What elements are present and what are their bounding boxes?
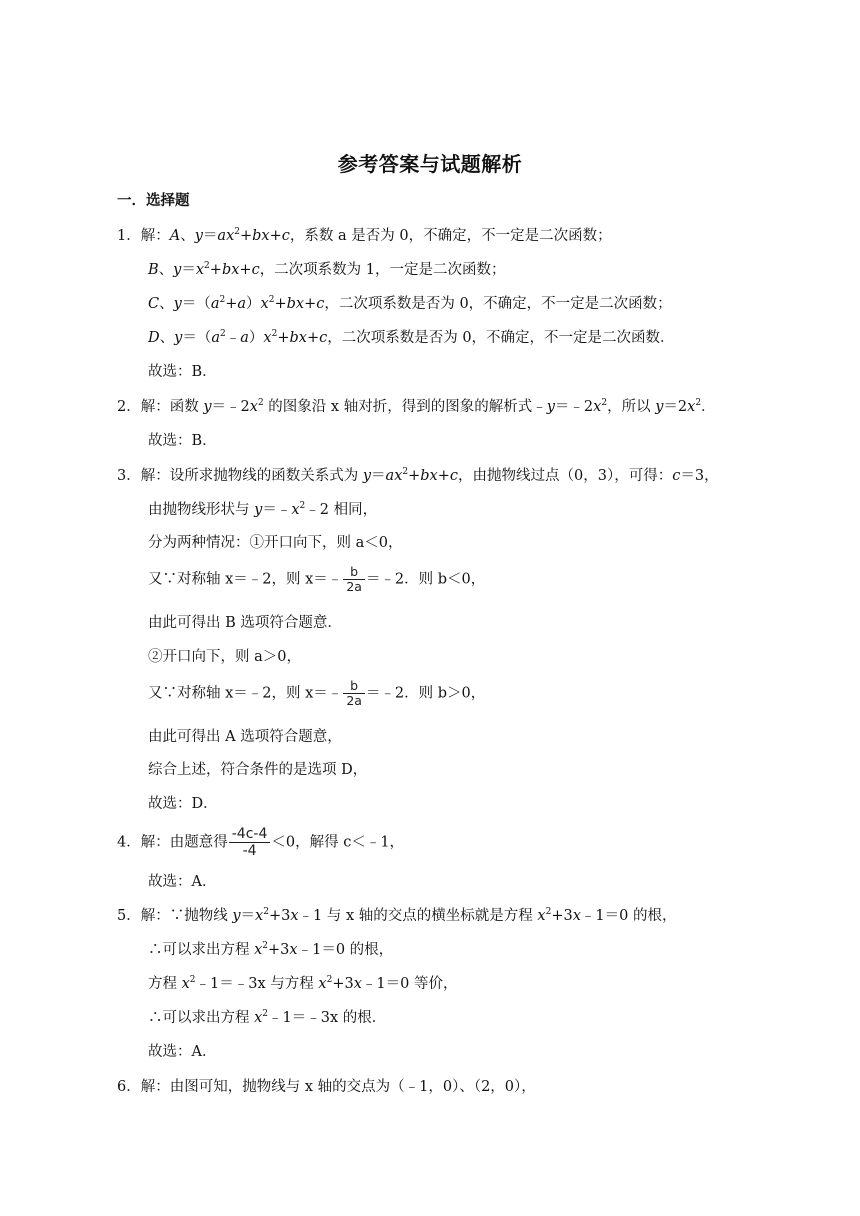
q3-line-9: 综合上述，符合条件的是选项 D， bbox=[148, 762, 368, 778]
q2-line: 2．解：函数 $y=﹣2x^2$ 的图象沿 x 轴对折，得到的图象的解析式$﹣y=﹣2x^2$，所以 $y=2x^2$． bbox=[117, 398, 716, 415]
q3-line-3: 分为两种情况：①开口向下，则 a＜0， bbox=[148, 535, 403, 551]
q1-line-d: D、$y=(a^2﹣a)x^2+bx+c$，二次项系数是否为 0，不确定，不一定是二次函数． bbox=[148, 329, 675, 346]
q1-answer: 故选：B． bbox=[148, 364, 217, 380]
q5-answer: 故选：A． bbox=[148, 1044, 217, 1060]
q2-formula-1: $y=﹣2x^2$ bbox=[203, 398, 264, 415]
q1-d-formula: $y=(a^2﹣a)x^2+bx+c$ bbox=[174, 329, 328, 346]
q3-answer: 故选：D． bbox=[148, 796, 218, 812]
q1-a-formula: $y=ax^2+bx+c$ bbox=[194, 227, 290, 244]
q3-line-7: 又∵对称轴 x＝﹣2，则 x＝﹣ $\frac{b}{2a}$ ＝﹣2．则 b＞0， bbox=[148, 678, 486, 708]
q4-line: 4．解：由题意得 $\frac{-4c-4}{-4}$ ＜0，解得 c＜﹣1， bbox=[117, 826, 405, 859]
q1-c-text: ，二次项系数是否为 0，不确定，不一定是二次函数； bbox=[324, 296, 672, 312]
q6-number: 6． bbox=[117, 1079, 141, 1095]
q5-line-1: 5．解：∵抛物线 $y=x^2+3x﹣1$ 与 x 轴的交点的横坐标就是方程 $x^2+3x﹣1=0$ 的根， bbox=[117, 907, 677, 924]
q1-line-a: 1．解：A、$y=ax^2+bx+c$，系数 a 是否为 0，不确定，不一定是二次函数； bbox=[117, 227, 612, 244]
q3-line-5: 由此可得出 B 选项符合题意． bbox=[148, 615, 342, 631]
q3-formula-2: $y=﹣x^2﹣2$ bbox=[254, 501, 329, 518]
q5-formula-6: $x^2﹣1$ bbox=[254, 1009, 292, 1026]
q5-formula-5: $x^2+3x﹣1$ bbox=[318, 975, 386, 992]
q5-line-4: ∴可以求出方程 $x^2﹣1=﹣3x$ 的根． bbox=[148, 1009, 387, 1026]
q4-fraction: $\frac{-4c-4}{-4}$ bbox=[229, 826, 271, 859]
q3-fraction-2: $\frac{b}{2a}$ bbox=[343, 679, 365, 708]
page-title: 参考答案与试题解析 bbox=[337, 152, 523, 176]
q1-d-text: ，二次项系数是否为 0，不确定，不一定是二次函数． bbox=[327, 330, 675, 346]
q3-line-6: ②开口向下，则 a＞0， bbox=[148, 649, 301, 665]
section-heading: 一．选择题 bbox=[117, 193, 190, 209]
q1-b-formula: $y=x^2+bx+c$ bbox=[173, 261, 260, 278]
q5-number: 5． bbox=[117, 908, 141, 924]
q3-line-8: 由此可得出 A 选项符合题意， bbox=[148, 729, 342, 745]
q5-line-3: 方程 $x^2﹣1=﹣3x$ 与方程 $x^2+3x﹣1=0$ 等价， bbox=[148, 975, 458, 992]
q3-line-4: 又∵对称轴 x＝﹣2，则 x＝﹣ $\frac{b}{2a}$ ＝﹣2．则 b＜0， bbox=[148, 564, 486, 594]
q3-line-1: 3．解：设所求抛物线的函数关系式为 $y=ax^2+bx+c$，由抛物线过点（0，3），可得：c＝3， bbox=[117, 467, 719, 484]
q5-formula-1: $y=x^2+3x﹣1$ bbox=[232, 907, 323, 924]
q1-d-label: D bbox=[148, 330, 160, 346]
q2-answer: 故选：B． bbox=[148, 433, 217, 449]
q2-formula-2: $y=﹣2x^2$ bbox=[546, 398, 608, 415]
q1-lead: 解： bbox=[140, 228, 170, 244]
q1-a-text: ，系数 a 是否为 0，不确定，不一定是二次函数； bbox=[289, 228, 612, 244]
q5-formula-3: $x^2+3x﹣1$ bbox=[254, 941, 322, 958]
q1-line-b: B、$y=x^2+bx+c$，二次项系数为 1，一定是二次函数； bbox=[148, 261, 506, 278]
q3-formula-c: c＝3， bbox=[672, 468, 719, 484]
q2-formula-3: $y=2x^2$． bbox=[655, 398, 716, 415]
q5-formula-2: $x^2+3x﹣1$ bbox=[537, 907, 605, 924]
q3-fraction-1: $\frac{b}{2a}$ bbox=[343, 565, 365, 594]
q1-number: 1． bbox=[117, 228, 141, 244]
q1-line-c: C、$y=(a^2+a)x^2+bx+c$，二次项系数是否为 0，不确定，不一定是二次函数； bbox=[148, 295, 672, 312]
q1-a-label: A bbox=[169, 228, 181, 244]
q2-number: 2． bbox=[117, 399, 141, 415]
q1-c-formula: $y=(a^2+a)x^2+bx+c$ bbox=[173, 295, 325, 312]
q3-number: 3． bbox=[117, 468, 141, 484]
q1-b-label: B bbox=[148, 262, 159, 278]
q5-formula-4: $x^2﹣1$ bbox=[181, 975, 220, 992]
q3-formula-1: $y=ax^2+bx+c$ bbox=[362, 467, 459, 484]
q6-line: 6．解：由图可知，抛物线与 x 轴的交点为（﹣1，0）、（2，0）， bbox=[117, 1079, 536, 1095]
q4-answer: 故选：A． bbox=[148, 874, 217, 890]
q4-number: 4． bbox=[117, 834, 141, 851]
q1-c-label: C bbox=[148, 296, 160, 312]
q1-b-text: ，二次项系数为 1，一定是二次函数； bbox=[259, 262, 506, 278]
q5-line-2: ∴可以求出方程 $x^2+3x﹣1=0$ 的根， bbox=[148, 941, 394, 958]
q3-line-2: 由抛物线形状与 $y=﹣x^2﹣2$ 相同， bbox=[148, 501, 378, 518]
